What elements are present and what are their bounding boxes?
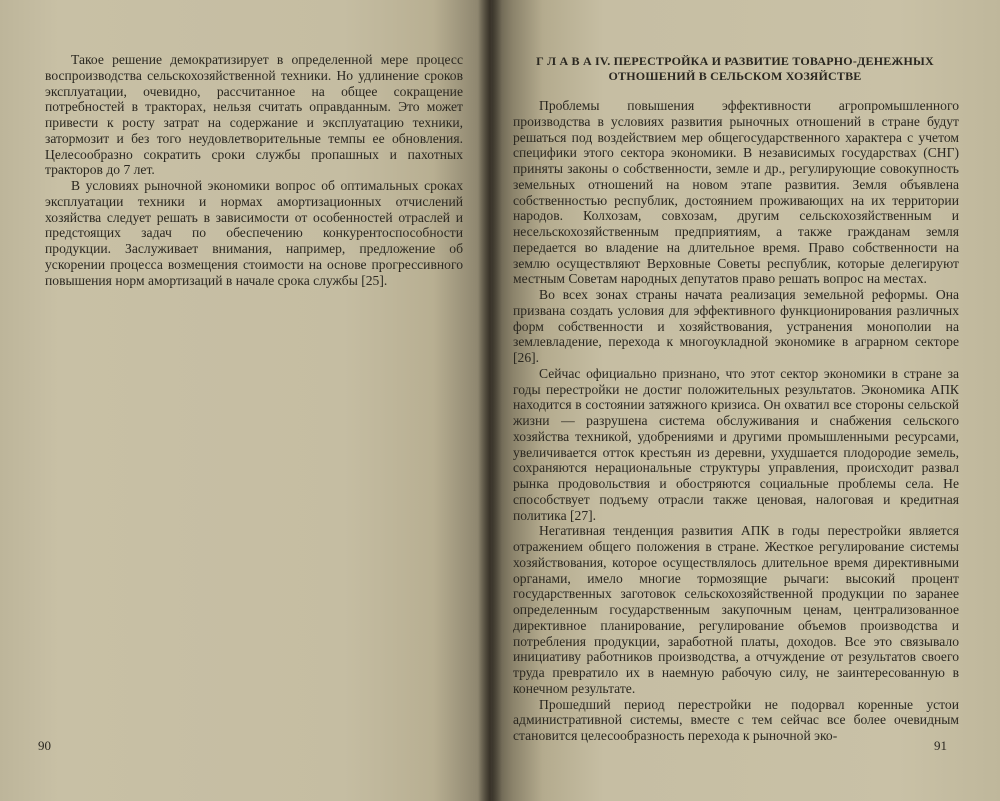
paragraph: В условиях рыночной экономики вопрос об оптимальных сроках эксплуатации техники и нормах амортизационных отчислений хозяйства следует решать в зависимости от особенностей отраслей и предстоящих задач по обеспечению конкурентоспособности продукции. Заслуживает внимания, например, предложение об ускорении процесса возмещения стоимости на основе прогрессивного повышения норм амортизаций в начале срока службы [25]. xyxy=(45,178,463,288)
page-number-right: 91 xyxy=(934,738,947,753)
paragraph: Во всех зонах страны начата реализация земельной реформы. Она призвана создать условия для эффективного функционирования различных форм собственности и хозяйствования, устранения монополии на землевладение, перехода к многоукладной экономике в аграрном секторе [26]. xyxy=(513,287,959,365)
book-gutter xyxy=(478,0,502,801)
right-page-body xyxy=(513,98,959,744)
left-page-body xyxy=(45,52,463,288)
paragraph: Прошедший период перестройки не подорвал коренные устои административной системы, вместе с тем сейчас все более очевидным становится целесообразность перехода к рыночной эко- xyxy=(513,696,959,743)
paragraph: Такое решение демократизирует в определенной мере процесс воспроизводства сельскохозяйственной техники. Но удлинение сроков эксплуатации, очевидно, рассчитанное на общее сокращение потребностей в тракторах, нельзя считать оправданным. Это может привести к росту затрат на содержание и эксплуатацию техники, затормозит и без того неудовлетворительные темпы ее обновления. Целесообразно сократить сроки службы пропашных и пахотных тракторов до 7 лет. xyxy=(45,52,463,178)
paragraph: Проблемы повышения эффективности агропромышленного производства в условиях развития рыночных отношений в стране будут решаться под воздействием мер общегосударственного характера с учетом специфики этого сектора экономики. В независимых государствах (СНГ) приняты законы о собственности, земле и др., регулирующие совокупность земельных отношений на новом этапе развития. Земля объявлена собственностью республик, достоянием проживающих на их территории народов. Колхозам, совхозам, другим сельскохозяйственным и несельскохозяйственным предприятиям, а также гражданам земля передается во владение на длительное время. Право собственности на землю осуществляют Верховные Советы республик, которые делегируют местным Советам народных депутатов право решать вопрос на местах. xyxy=(513,98,959,287)
chapter-heading: Г Л А В А IV. ПЕРЕСТРОЙКА И РАЗВИТИЕ ТОВАРНО-ДЕНЕЖНЫХ ОТНОШЕНИЙ В СЕЛЬСКОМ ХОЗЯЙСТВЕ xyxy=(536,54,934,83)
page-number-left: 90 xyxy=(38,738,51,753)
paragraph: Негативная тенденция развития АПК в годы перестройки является отражением общего положения в стране. Жесткое регулирование системы хозяйствования, которое осуществлялось длительное время директивными органами, имело многие тормозящие рычаги: высокий процент государственных заготовок сельскохозяйственной продукции по заранее определенным государственным закупочным ценам, централизованное директивное планирование, регулирование объемов производства и потребления продукции, заработной платы, доходов. Все это связывало инициативу работников производства, а отчуждение от результатов своего труда превратило их в наемную рабочую силу, не заинтересованную в конечном результате. xyxy=(513,523,959,696)
paragraph: Сейчас официально признано, что этот сектор экономики в стране за годы перестройки не достиг положительных результатов. Экономика АПК находится в состоянии затяжного кризиса. Он охватил все стороны сельской жизни — разрушена система обслуживания и снабжения сельского хозяйства техникой, удобрениями и другими промышленными ресурсами, увеличивается отток крестьян из деревни, ухудшается плодородие земель, сохраняются нерациональные структуры управления, происходит развал рынка продовольствия и обостряются социальные проблемы села. Не способствует подъему отрасли также ценовая, налоговая и кредитная политика [27]. xyxy=(513,365,959,523)
